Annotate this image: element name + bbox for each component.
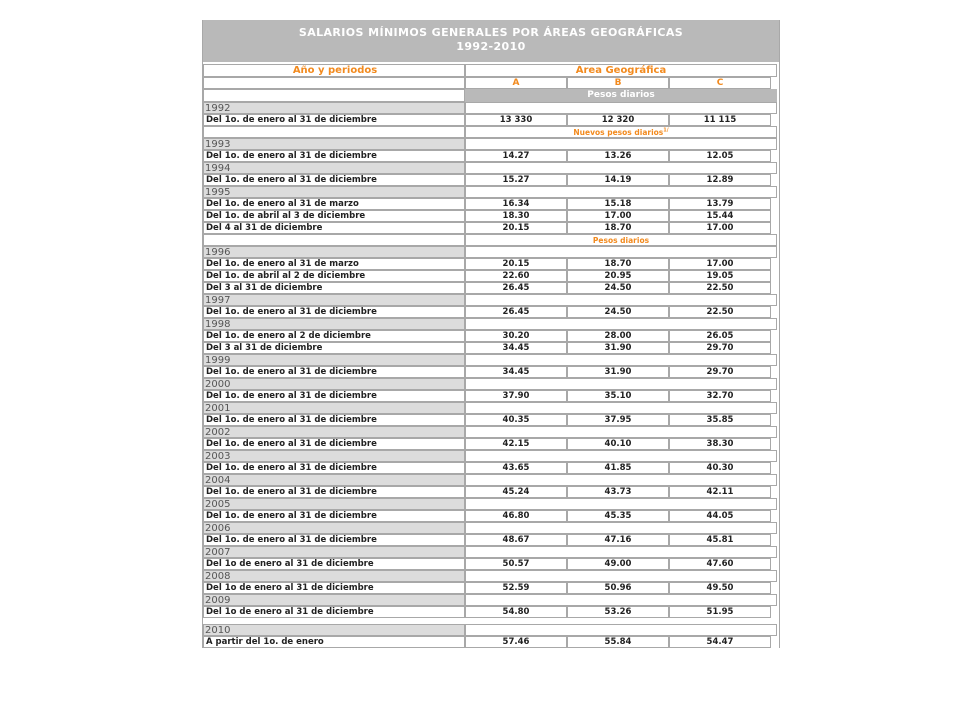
value-area-b: 49.00 [567,558,669,570]
value-area-b: 18.70 [567,222,669,234]
value-area-c: 54.47 [669,636,771,648]
year-row [203,102,779,114]
value-area-b: 24.50 [567,306,669,318]
period-label: Del 1o. de abril al 3 de diciembre [203,210,465,222]
header-col-c: C [669,77,771,89]
value-area-a: 14.27 [465,150,567,162]
value-area-c: 13.79 [669,198,771,210]
table-grid [203,64,779,648]
value-area-a: 42.15 [465,438,567,450]
table-row [203,636,779,648]
value-area-a: 54.80 [465,606,567,618]
value-area-a: 26.45 [465,282,567,294]
value-area-b: 14.19 [567,174,669,186]
value-area-c: 35.85 [669,414,771,426]
year-row-blank [465,294,777,306]
value-area-c: 49.50 [669,582,771,594]
year-label: 1992 [203,102,465,114]
period-label: Del 3 al 31 de diciembre [203,282,465,294]
year-label: 2002 [203,426,465,438]
table-row [203,486,779,498]
year-label: 2001 [203,402,465,414]
value-area-c: 12.89 [669,174,771,186]
subheader-nuevos [465,126,777,138]
year-row-blank [465,594,777,606]
period-label: A partir del 1o. de enero [203,636,465,648]
period-label: Del 3 al 31 de diciembre [203,342,465,354]
table-row [203,558,779,570]
year-row-blank [465,138,777,150]
table-row [203,342,779,354]
value-area-a: 20.15 [465,258,567,270]
year-row [203,624,779,636]
value-area-c: 47.60 [669,558,771,570]
period-label: Del 1o. de enero al 31 de diciembre [203,486,465,498]
table-row [203,114,779,126]
value-area-c: 40.30 [669,462,771,474]
header-col-b: B [567,77,669,89]
period-label: Del 1o de enero al 31 de diciembre [203,558,465,570]
value-area-a: 20.15 [465,222,567,234]
table-row [203,582,779,594]
value-area-a: 40.35 [465,414,567,426]
value-area-c: 17.00 [669,258,771,270]
value-area-c: 22.50 [669,282,771,294]
subheader-pesos [465,234,777,246]
year-label: 1995 [203,186,465,198]
year-row [203,378,779,390]
year-row [203,594,779,606]
year-row [203,570,779,582]
header-row [203,64,779,77]
year-label: 2009 [203,594,465,606]
value-area-a: 13 330 [465,114,567,126]
year-row-blank [465,474,777,486]
value-area-b: 35.10 [567,390,669,402]
year-row [203,294,779,306]
value-area-b: 28.00 [567,330,669,342]
year-row-blank [465,186,777,198]
period-label: Del 1o de enero al 31 de diciembre [203,606,465,618]
value-area-a: 34.45 [465,366,567,378]
value-area-c: 26.05 [669,330,771,342]
value-area-b: 55.84 [567,636,669,648]
value-area-b: 50.96 [567,582,669,594]
period-label: Del 1o. de enero al 31 de diciembre [203,174,465,186]
subheader-blank [203,234,465,246]
value-area-a: 15.27 [465,174,567,186]
value-area-b: 45.35 [567,510,669,522]
header-col-a: A [465,77,567,89]
period-label: Del 1o. de enero al 31 de diciembre [203,366,465,378]
period-label: Del 1o. de enero al 31 de diciembre [203,462,465,474]
year-row [203,162,779,174]
period-label: Del 1o. de enero al 31 de diciembre [203,414,465,426]
value-area-b: 41.85 [567,462,669,474]
table-row [203,390,779,402]
value-area-c: 12.05 [669,150,771,162]
value-area-a: 43.65 [465,462,567,474]
year-row [203,546,779,558]
table-row [203,174,779,186]
year-label: 2010 [203,624,465,636]
table-row [203,258,779,270]
table-row [203,462,779,474]
table-row [203,198,779,210]
value-area-b: 40.10 [567,438,669,450]
value-area-b: 13.26 [567,150,669,162]
year-label: 1993 [203,138,465,150]
subheader-row [203,234,779,246]
period-label: Del 4 al 31 de diciembre [203,222,465,234]
value-area-a: 50.57 [465,558,567,570]
year-label: 2003 [203,450,465,462]
value-area-b: 12 320 [567,114,669,126]
year-row [203,474,779,486]
value-area-c: 44.05 [669,510,771,522]
value-area-b: 17.00 [567,210,669,222]
table-title-line2: 1992-2010 [456,40,526,53]
year-row [203,426,779,438]
year-row-blank [465,378,777,390]
value-area-c: 32.70 [669,390,771,402]
period-label: Del 1o. de enero al 31 de marzo [203,198,465,210]
value-area-a: 45.24 [465,486,567,498]
value-area-c: 11 115 [669,114,771,126]
year-row [203,450,779,462]
year-row-blank [465,318,777,330]
year-label: 2000 [203,378,465,390]
value-area-a: 37.90 [465,390,567,402]
period-label: Del 1o. de enero al 2 de diciembre [203,330,465,342]
value-area-b: 43.73 [567,486,669,498]
value-area-a: 30.20 [465,330,567,342]
year-row [203,318,779,330]
value-area-b: 47.16 [567,534,669,546]
unit-row [203,89,779,102]
year-label: 2006 [203,522,465,534]
value-area-c: 19.05 [669,270,771,282]
value-area-a: 16.34 [465,198,567,210]
value-area-c: 15.44 [669,210,771,222]
year-label: 2007 [203,546,465,558]
year-row-blank [465,522,777,534]
table-row [203,330,779,342]
value-area-a: 48.67 [465,534,567,546]
wage-table-document [202,20,780,648]
table-title-line1: SALARIOS MÍNIMOS GENERALES POR ÁREAS GEOGRÁFICAS [298,26,684,39]
period-label: Del 1o. de abril al 2 de diciembre [203,270,465,282]
year-label: 1997 [203,294,465,306]
value-area-b: 15.18 [567,198,669,210]
unit-row-blank [203,89,465,102]
year-row-blank [465,402,777,414]
year-label: 1998 [203,318,465,330]
year-row [203,522,779,534]
year-label: 1996 [203,246,465,258]
period-label: Del 1o. de enero al 31 de marzo [203,258,465,270]
year-label: 1999 [203,354,465,366]
header-columns-blank [203,77,465,89]
value-area-b: 31.90 [567,366,669,378]
subheader-blank [203,126,465,138]
table-row [203,438,779,450]
year-row [203,186,779,198]
period-label: Del 1o. de enero al 31 de diciembre [203,390,465,402]
year-row-blank [465,450,777,462]
subheader-text: Nuevos pesos diarios [573,128,664,137]
year-row-blank [465,426,777,438]
year-row [203,354,779,366]
table-row [203,282,779,294]
table-row [203,210,779,222]
header-period: Año y periodos [203,64,465,77]
header-area: Área Geográfica [465,64,777,77]
value-area-c: 38.30 [669,438,771,450]
table-title [203,20,779,62]
value-area-c: 17.00 [669,222,771,234]
value-area-a: 26.45 [465,306,567,318]
value-area-c: 22.50 [669,306,771,318]
footnote-marker: 1/ [663,127,669,134]
year-label: 2004 [203,474,465,486]
value-area-b: 31.90 [567,342,669,354]
table-row [203,150,779,162]
year-row-blank [465,546,777,558]
period-label: Del 1o. de enero al 31 de diciembre [203,534,465,546]
year-row [203,138,779,150]
period-label: Del 1o. de enero al 31 de diciembre [203,510,465,522]
value-area-a: 52.59 [465,582,567,594]
year-row-blank [465,162,777,174]
table-row [203,306,779,318]
year-row [203,402,779,414]
value-area-c: 42.11 [669,486,771,498]
table-row [203,606,779,618]
value-area-c: 45.81 [669,534,771,546]
unit-pesos-diarios: Pesos diarios [465,89,777,102]
year-row-blank [465,102,777,114]
value-area-a: 18.30 [465,210,567,222]
year-row [203,498,779,510]
value-area-a: 22.60 [465,270,567,282]
year-row-blank [465,246,777,258]
subheader-row [203,126,779,138]
value-area-b: 53.26 [567,606,669,618]
table-row [203,270,779,282]
table-row [203,510,779,522]
header-columns-row [203,77,779,89]
year-row-blank [465,624,777,636]
period-label: Del 1o. de enero al 31 de diciembre [203,306,465,318]
table-row [203,366,779,378]
value-area-c: 51.95 [669,606,771,618]
year-row-blank [465,498,777,510]
table-row [203,534,779,546]
year-row [203,246,779,258]
value-area-a: 57.46 [465,636,567,648]
value-area-a: 34.45 [465,342,567,354]
year-label: 2008 [203,570,465,582]
year-row-blank [465,354,777,366]
period-label: Del 1o. de enero al 31 de diciembre [203,150,465,162]
period-label: Del 1o. de enero al 31 de diciembre [203,438,465,450]
value-area-a: 46.80 [465,510,567,522]
year-label: 1994 [203,162,465,174]
period-label: Del 1o de enero al 31 de diciembre [203,582,465,594]
period-label: Del 1o. de enero al 31 de diciembre [203,114,465,126]
subheader-text: Pesos diarios [592,236,650,245]
year-label: 2005 [203,498,465,510]
value-area-b: 18.70 [567,258,669,270]
value-area-c: 29.70 [669,366,771,378]
value-area-c: 29.70 [669,342,771,354]
value-area-b: 24.50 [567,282,669,294]
year-row-blank [465,570,777,582]
table-row [203,414,779,426]
value-area-b: 37.95 [567,414,669,426]
value-area-b: 20.95 [567,270,669,282]
table-row [203,222,779,234]
